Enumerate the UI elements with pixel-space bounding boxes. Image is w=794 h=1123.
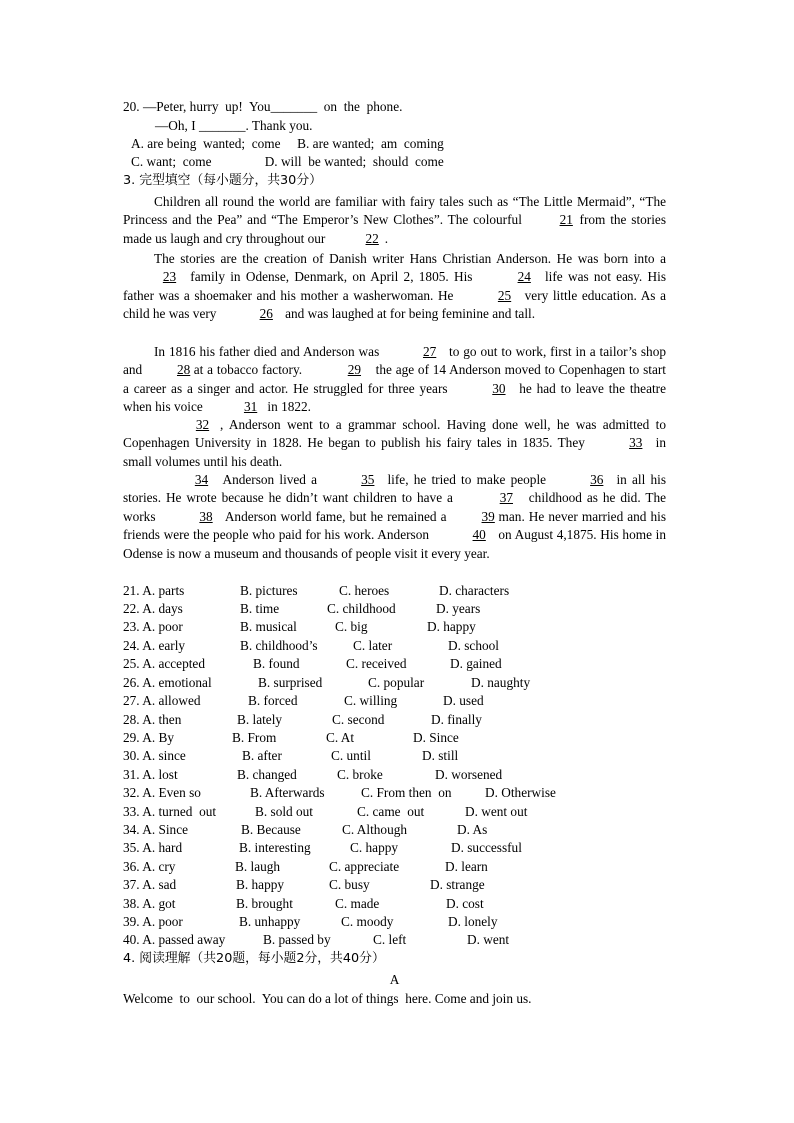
option-a[interactable]: 38. A. got: [123, 896, 176, 911]
blank-31: 31: [243, 399, 258, 415]
option-c[interactable]: C. until: [331, 748, 371, 763]
option-a[interactable]: 40. A. passed away: [123, 932, 226, 947]
cloze-paragraph-5: 34 Anderson lived a 35 life, he tried to make people 36 in all his stories. He wrote because he didn’t want children to have a 37 childhood as he did. The works 38 Anderson world fame, but he remained a 39 man. He never married and his friends were the people who paid for his work. Anderson 40 on August 4,1875. His home in Odense is now a museum and thousands of people visit it every year.: [123, 472, 667, 561]
option-c[interactable]: C. happy: [350, 840, 399, 855]
option-d[interactable]: D. worsened: [435, 767, 503, 782]
section3-heading: 3. 完型填空（每小题分，共30分）: [123, 173, 322, 188]
option-a[interactable]: 39. A. poor: [123, 914, 183, 929]
option-a[interactable]: 26. A. emotional: [123, 675, 212, 690]
option-c[interactable]: C. At: [326, 730, 355, 745]
option-a[interactable]: 24. A. early: [123, 638, 186, 653]
option-a[interactable]: 22. A. days: [123, 601, 183, 616]
cloze-paragraph-1: Children all round the world are familiar with fairy tales such as “The Little Mermaid”, “The Princess and the Pea” and “The Emperor’s New Clothes”. The colourful 21 from the stories made us laugh and cry throughout our 22 .: [123, 193, 666, 248]
option-a[interactable]: 30. A. since: [123, 748, 186, 763]
option-b[interactable]: B. surprised: [258, 675, 323, 690]
option-d[interactable]: D. Since: [413, 730, 459, 745]
blank-35: 35: [361, 472, 375, 487]
option-d[interactable]: D. Otherwise: [485, 785, 556, 800]
option-d[interactable]: D. characters: [439, 583, 510, 598]
option-c[interactable]: C. popular: [368, 675, 425, 690]
option-b[interactable]: B. after: [242, 748, 282, 763]
option-b[interactable]: B. From: [232, 730, 277, 745]
option-b[interactable]: B. pictures: [240, 583, 298, 598]
option-a[interactable]: 28. A. then: [123, 712, 182, 727]
blank-26: 26: [259, 306, 273, 322]
option-b[interactable]: B. interesting: [239, 840, 311, 855]
option-d[interactable]: D. naughty: [471, 675, 531, 690]
blank-39: 39: [481, 508, 495, 524]
option-d[interactable]: D. As: [457, 822, 488, 837]
option-b[interactable]: B. found: [253, 656, 300, 671]
option-b[interactable]: B. lately: [237, 712, 283, 727]
option-a[interactable]: 36. A. cry: [123, 859, 176, 874]
option-c[interactable]: C. broke: [337, 767, 383, 782]
blank-21: 21: [559, 212, 573, 228]
option-c[interactable]: C. busy: [329, 877, 370, 892]
cloze-paragraph-3: In 1816 his father died and Anderson was 27 to go out to work, first in a tailor’s shop and 28 at a tobacco factory. 29 the age of 14 Anderson moved to Copenhagen to start a career as a singer and actor. He struggled for three years 30 he had to leave the theatre when his voice 31 in 1822.: [123, 343, 666, 417]
cloze-paragraph-4: 32 , Anderson went to a grammar school. Having done well, he was admitted to Copenhagen University in 1828. He began to publish his fairy tales in 1835. They 33 in small volumes until his death.: [123, 417, 667, 469]
option-c[interactable]: C. willing: [344, 693, 398, 708]
option-b[interactable]: B. time: [240, 601, 280, 616]
option-c[interactable]: C. Although: [342, 822, 408, 837]
option-a[interactable]: 31. A. lost: [123, 767, 178, 782]
blank-30: 30: [492, 380, 506, 396]
option-c[interactable]: C. received: [346, 656, 407, 671]
blank-24: 24: [517, 269, 531, 285]
option-b[interactable]: B. sold out: [255, 804, 313, 819]
option-b[interactable]: B. forced: [248, 693, 298, 708]
q20-reply: —Oh, I _______. Thank you.: [155, 118, 313, 133]
option-d[interactable]: D. went out: [465, 804, 528, 819]
option-b[interactable]: B. passed by: [263, 932, 331, 947]
option-d[interactable]: D. gained: [450, 656, 502, 671]
option-b[interactable]: B. childhood’s: [240, 638, 318, 653]
passage-label: A: [389, 972, 400, 987]
option-d[interactable]: D. used: [443, 693, 484, 708]
passage-first-line: Welcome to our school. You can do a lot of things here. Come and join us.: [123, 991, 532, 1006]
option-d[interactable]: D. years: [436, 601, 481, 616]
option-b[interactable]: B. happy: [236, 877, 285, 892]
q20-stem: 20. —Peter, hurry up! You_______ on the phone.: [123, 99, 403, 114]
option-d[interactable]: D. happy: [427, 619, 476, 634]
option-d[interactable]: D. school: [448, 638, 499, 653]
option-b[interactable]: B. musical: [240, 619, 297, 634]
option-b[interactable]: B. unhappy: [239, 914, 301, 929]
option-d[interactable]: D. strange: [430, 877, 485, 892]
option-d[interactable]: D. lonely: [448, 914, 498, 929]
blank-23: 23: [162, 269, 177, 285]
option-a[interactable]: 21. A. parts: [123, 583, 185, 598]
blank-33: 33: [629, 435, 643, 451]
q20-options-line2: C. want; come D. will be wanted; should come: [131, 154, 444, 169]
option-d[interactable]: D. went: [467, 932, 510, 947]
option-b[interactable]: B. Afterwards: [250, 785, 325, 800]
option-c[interactable]: C. second: [332, 712, 385, 727]
option-d[interactable]: D. successful: [451, 840, 522, 855]
option-c[interactable]: C. later: [353, 638, 393, 653]
option-c[interactable]: C. heroes: [339, 583, 390, 598]
option-b[interactable]: B. Because: [241, 822, 301, 837]
cloze-paragraph-2: The stories are the creation of Danish writer Hans Christian Anderson. He was born into a 23 family in Odense, Denmark, on April 2, 1805. His 24 life was not easy. His father was a shoemaker and his mother a washerwoman. He 25 very little education. As a child he was very 26 and was laughed at for being feminine and tall.: [123, 250, 666, 324]
option-c[interactable]: C. big: [335, 619, 368, 634]
option-a[interactable]: 37. A. sad: [123, 877, 177, 892]
option-c[interactable]: C. moody: [341, 914, 394, 929]
option-d[interactable]: D. cost: [446, 896, 484, 911]
option-a[interactable]: 25. A. accepted: [123, 656, 205, 671]
option-a[interactable]: 33. A. turned out: [123, 804, 217, 819]
option-d[interactable]: D. still: [422, 748, 459, 763]
option-c[interactable]: C. left: [373, 932, 407, 947]
option-b[interactable]: B. brought: [236, 896, 293, 911]
blank-37: 37: [499, 490, 513, 506]
option-a[interactable]: 32. A. Even so: [123, 785, 201, 800]
section4-heading: 4. 阅读理解（共20题，每小题2分，共40分）: [123, 951, 385, 966]
blank-28: 28: [176, 362, 191, 378]
option-b[interactable]: B. changed: [237, 767, 297, 782]
blank-36: 36: [590, 472, 604, 487]
option-d[interactable]: D. learn: [445, 859, 488, 874]
blank-38: 38: [199, 508, 213, 524]
option-c[interactable]: C. made: [335, 896, 380, 911]
blank-29: 29: [347, 362, 362, 378]
option-d[interactable]: D. finally: [431, 712, 482, 727]
q20-options-line1: A. are being wanted; come B. are wanted; am coming: [131, 136, 444, 151]
blank-22: 22: [365, 230, 379, 246]
option-c[interactable]: C. childhood: [327, 601, 396, 616]
blank-34: 34: [194, 472, 209, 487]
option-a[interactable]: 27. A. allowed: [123, 693, 201, 708]
option-c[interactable]: C. appreciate: [329, 859, 400, 874]
blank-40: 40: [472, 527, 486, 543]
option-a[interactable]: 23. A. poor: [123, 619, 183, 634]
blank-32: 32: [195, 417, 210, 432]
option-a[interactable]: 35. A. hard: [123, 840, 183, 855]
blank-27: 27: [422, 344, 437, 359]
option-c[interactable]: C. From then on: [361, 785, 452, 800]
option-c[interactable]: C. came out: [357, 804, 425, 819]
option-a[interactable]: 34. A. Since: [123, 822, 189, 837]
blank-25: 25: [497, 287, 512, 303]
option-b[interactable]: B. laugh: [235, 859, 281, 874]
option-a[interactable]: 29. A. By: [123, 730, 174, 745]
